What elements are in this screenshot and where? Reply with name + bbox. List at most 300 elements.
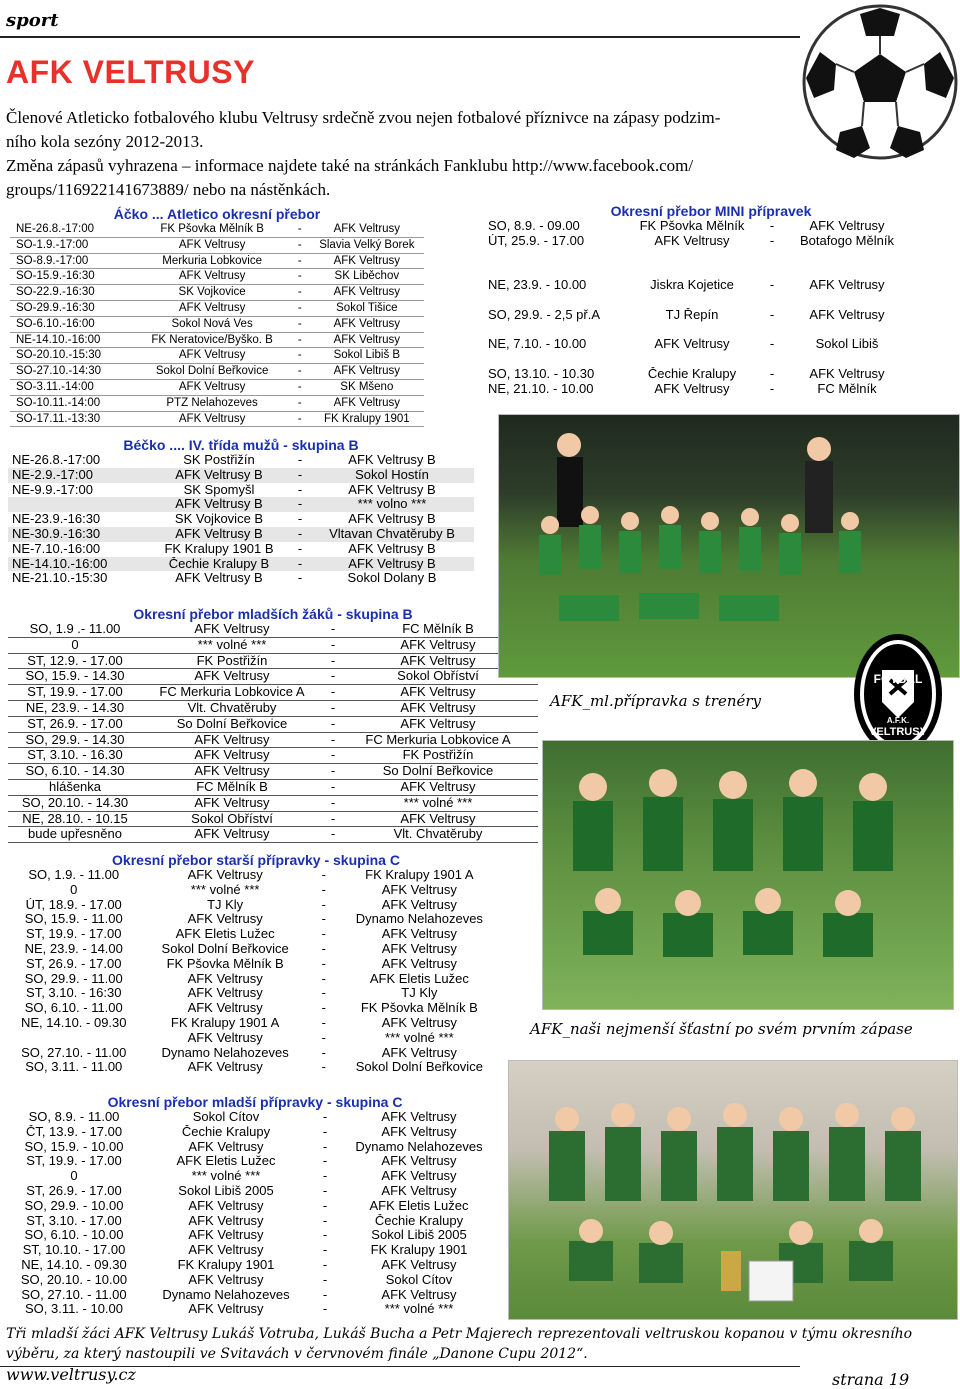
- row-date: SO-1.9.-17:00: [16, 238, 89, 251]
- table-row: [8, 942, 504, 957]
- table-row: [8, 542, 474, 557]
- table-row: [8, 1125, 502, 1140]
- row-date: SO-29.9.-16:30: [16, 301, 95, 314]
- row-home-team: TJ Kly: [207, 897, 244, 912]
- table-a-tym: [10, 206, 424, 427]
- row-home-team: FK Kralupy 1901 B: [164, 541, 274, 556]
- table-b-tym: [8, 437, 474, 586]
- row-date: SO, 27.10. - 11.00: [21, 1287, 127, 1302]
- row-away-team: AFK Veltrusy: [381, 941, 457, 956]
- table-row: [10, 254, 424, 270]
- table-row: [8, 1288, 502, 1303]
- row-home-team: [622, 263, 762, 278]
- row-away-team: AFK Veltrusy: [381, 1169, 457, 1184]
- row-date: ST, 12.9. - 17.00: [27, 653, 123, 668]
- row-date: NE-21.10.-15:30: [12, 571, 108, 586]
- row-away-team: AFK Veltrusy: [381, 882, 457, 897]
- table-row: [8, 1046, 504, 1061]
- table-row: [8, 1001, 504, 1016]
- row-separator: -: [769, 307, 775, 322]
- row-date: SO, 15.9. - 10.00: [24, 1139, 124, 1154]
- row-home-team: SK Vojkovice B: [174, 512, 264, 527]
- table-mladsi-pripravka: [8, 1094, 502, 1317]
- row-separator: -: [322, 1287, 328, 1302]
- table-row: [8, 1060, 504, 1075]
- section-label: sport: [6, 10, 59, 31]
- row-separator: -: [330, 732, 336, 747]
- row-home-team: *** volné ***: [197, 637, 267, 652]
- row-away-team: [782, 249, 912, 264]
- row-home-team: AFK Eletis Lužec: [175, 927, 275, 942]
- row-home-team: AFK Veltrusy: [654, 381, 730, 396]
- row-date: SO-20.10.-15:30: [16, 349, 102, 362]
- row-separator: -: [297, 301, 302, 314]
- row-date: ST, 3.10. - 16:30: [26, 986, 122, 1001]
- row-date: ST, 26.9. - 17.00: [26, 956, 122, 971]
- row-home-team: SK Spomyšl: [183, 482, 255, 497]
- row-home-team: AFK Veltrusy: [194, 827, 270, 842]
- row-date: [486, 323, 622, 338]
- row-away-team: FK Pšovka Mělník B: [360, 1001, 478, 1016]
- row-home-team: AFK Veltrusy B: [175, 467, 263, 482]
- table-row: [8, 1199, 502, 1214]
- row-away-team: *** volné ***: [384, 1302, 454, 1317]
- table-row: [8, 483, 474, 498]
- row-home-team: *** volné ***: [191, 1169, 261, 1184]
- row-away-team: AFK Veltrusy: [381, 927, 457, 942]
- row-home-team: FK Kralupy 1901: [177, 1257, 275, 1272]
- row-away-team: Vltavan Chvatěruby B: [329, 526, 455, 541]
- row-home-team: AFK Veltrusy: [187, 912, 263, 927]
- table-row: [8, 453, 474, 468]
- row-home-team: Sokol Obříství: [191, 811, 273, 826]
- row-separator: -: [769, 278, 775, 293]
- row-home-team: AFK Veltrusy: [187, 971, 263, 986]
- row-away-team: AFK Veltrusy B: [348, 482, 436, 497]
- row-home-team: *** volné ***: [190, 882, 260, 897]
- row-separator: -: [297, 317, 302, 330]
- row-home-team: AFK Veltrusy: [188, 1198, 264, 1213]
- table-row: [8, 748, 538, 764]
- row-date: [486, 263, 622, 278]
- intro-text: [6, 106, 836, 202]
- row-home-team: AFK Veltrusy: [178, 301, 246, 314]
- row-separator: -: [297, 512, 303, 527]
- table-row: [486, 352, 936, 367]
- row-home-team: AFK Veltrusy: [188, 1302, 264, 1317]
- row-away-team: FK Kralupy 1901: [323, 412, 410, 425]
- row-home-team: AFK Veltrusy B: [175, 526, 263, 541]
- photo-caption-2: AFK_naši nejmenší šťastní po svém prvním zápase: [530, 1020, 913, 1038]
- row-separator: -: [330, 669, 336, 684]
- row-separator: -: [297, 453, 303, 467]
- table-row: [8, 468, 474, 483]
- table-row: [8, 1016, 504, 1031]
- row-date: SO, 8.9. - 09.00: [488, 219, 580, 233]
- row-home-team: AFK Veltrusy: [187, 1030, 263, 1045]
- table-row: [8, 812, 538, 828]
- row-separator: -: [330, 622, 336, 636]
- row-separator: -: [297, 396, 302, 409]
- row-away-team: [782, 352, 912, 367]
- row-home-team: AFK Veltrusy: [188, 1228, 264, 1243]
- row-date: NE-26.8.-17:00: [12, 453, 101, 467]
- row-separator: -: [322, 1139, 328, 1154]
- row-away-team: Dynamo Nelahozeves: [355, 912, 483, 927]
- row-separator: -: [297, 254, 302, 267]
- footer-text: Tři mladší žáci AFK Veltrusy Lukáš Votruba, Lukáš Bucha a Petr Majerech reprezentovali veltruskou kopanou v týmu okresního výběru, za který nastoupili ve Svitavách v červnovém finále „Danone Cupu 2012“.: [6, 1326, 913, 1362]
- row-date: SO, 27.10. - 11.00: [21, 1045, 127, 1060]
- row-away-team: AFK Veltrusy: [381, 1110, 457, 1124]
- table-row: [10, 285, 424, 301]
- row-separator: -: [321, 897, 326, 912]
- table-row: [8, 571, 474, 586]
- row-away-team: FC Merkuria Lobkovice A: [365, 732, 511, 747]
- row-separator: -: [297, 270, 302, 283]
- row-date: ST, 19.9. - 17.00: [26, 927, 122, 942]
- row-date: 0: [70, 1169, 78, 1184]
- row-home-team: AFK Veltrusy: [187, 986, 263, 1001]
- row-away-team: [782, 293, 912, 308]
- row-away-team: AFK Veltrusy: [333, 317, 401, 330]
- row-separator: -: [330, 779, 336, 794]
- row-home-team: Dynamo Nelahozeves: [161, 1045, 289, 1060]
- row-away-team: Sokol Dolní Beřkovice: [355, 1060, 483, 1075]
- table-row: [8, 827, 538, 843]
- row-home-team: SK Vojkovice: [178, 286, 246, 299]
- row-away-team: FC Mělník: [817, 381, 877, 396]
- row-date: [486, 352, 622, 367]
- table-st-rows: [8, 868, 504, 1075]
- row-home-team: Sokol Dolní Beřkovice: [155, 365, 269, 378]
- row-away-team: Sokol Dolany B: [347, 571, 437, 586]
- row-date: SO, 3.11. - 10.00: [24, 1302, 124, 1317]
- row-separator: -: [297, 349, 302, 362]
- row-separator: -: [769, 366, 775, 381]
- row-date: [486, 293, 622, 308]
- row-home-team: Sokol Nová Ves: [171, 317, 253, 330]
- table-row: [8, 898, 504, 913]
- row-date: NE-14.10.-16:00: [16, 333, 101, 346]
- table-row: [8, 957, 504, 972]
- row-away-team: AFK Veltrusy: [400, 637, 476, 652]
- table-row: [8, 701, 538, 717]
- row-home-team: AFK Veltrusy: [188, 1213, 264, 1228]
- row-away-team: AFK Veltrusy: [381, 956, 457, 971]
- row-date: NE-7.10.-16:00: [12, 541, 101, 556]
- row-separator: -: [769, 219, 775, 233]
- row-home-team: AFK Veltrusy: [194, 795, 270, 810]
- row-separator: -: [297, 365, 302, 378]
- logo-bottom-text: VELTRUSY: [869, 726, 927, 738]
- row-away-team: Sokol Libiš B: [333, 349, 401, 362]
- table-row: [10, 412, 424, 428]
- row-away-team: AFK Veltrusy B: [348, 512, 436, 527]
- table-a-rows: [10, 222, 424, 427]
- row-home-team: [622, 293, 762, 308]
- table-row: [8, 1273, 502, 1288]
- table-row: [486, 382, 936, 397]
- row-away-team: Botafogo Mělník: [800, 233, 894, 248]
- row-away-team: AFK Veltrusy: [381, 1287, 457, 1302]
- row-home-team: AFK Veltrusy: [654, 233, 730, 248]
- row-separator: -: [322, 1302, 328, 1317]
- row-separator: -: [297, 526, 303, 541]
- row-home-team: FK Pšovka Mělník: [639, 219, 745, 233]
- row-away-team: Sokol Libiš 2005: [371, 1228, 467, 1243]
- row-date: SO, 6.10. - 11.00: [24, 1001, 123, 1016]
- row-separator: -: [330, 653, 336, 668]
- row-separator: -: [297, 556, 303, 571]
- row-separator: -: [322, 1257, 328, 1272]
- table-row: [8, 622, 538, 638]
- row-home-team: FK Postřižín: [196, 653, 268, 668]
- row-separator: -: [769, 337, 775, 352]
- row-away-team: AFK Veltrusy: [381, 1124, 457, 1139]
- row-separator: -: [321, 927, 326, 942]
- row-away-team: AFK Eletis Lužec: [369, 971, 469, 986]
- row-home-team: Merkuria Lobkovice: [162, 254, 262, 267]
- row-away-team: SK Liběchov: [334, 270, 400, 283]
- row-away-team: AFK Veltrusy: [809, 219, 885, 233]
- row-date: SO-8.9.-17:00: [16, 254, 89, 267]
- row-away-team: FK Kralupy 1901 A: [365, 868, 474, 882]
- row-away-team: AFK Veltrusy: [400, 716, 476, 731]
- photo-caption-1: AFK_ml.přípravka s trenéry: [550, 692, 762, 710]
- row-date: SO, 29.9. - 2,5 př.A: [488, 307, 600, 322]
- table-ml-title: Okresní přebor mladších žáků - skupina B: [133, 606, 413, 622]
- row-home-team: FC Merkuria Lobkovice A: [159, 685, 305, 700]
- row-home-team: Čechie Kralupy: [647, 366, 737, 381]
- row-date: NE-23.9.-16:30: [12, 512, 101, 527]
- table-row: [486, 263, 936, 278]
- row-away-team: AFK Veltrusy: [381, 1183, 457, 1198]
- row-date: SO-22.9.-16:30: [16, 286, 95, 299]
- table-row: [8, 557, 474, 572]
- row-date: 0: [71, 637, 79, 652]
- row-away-team: FK Postřižín: [402, 748, 474, 763]
- row-away-team: TJ Kly: [401, 986, 438, 1001]
- table-row: [8, 1258, 502, 1273]
- row-separator: [762, 323, 782, 338]
- row-away-team: AFK Veltrusy: [809, 307, 885, 322]
- row-separator: -: [322, 1124, 328, 1139]
- row-date: SO-3.11.-14:00: [16, 380, 94, 393]
- row-separator: -: [297, 238, 302, 251]
- table-row: [8, 1169, 502, 1184]
- row-date: SO, 8.9. - 11.00: [28, 1110, 120, 1124]
- table-row: [8, 986, 504, 1001]
- table-row: [8, 780, 538, 796]
- row-separator: -: [321, 971, 326, 986]
- row-home-team: [622, 323, 762, 338]
- row-date: ST, 10.10. - 17.00: [22, 1243, 126, 1258]
- row-home-team: AFK Veltrusy: [178, 412, 246, 425]
- row-away-team: AFK Veltrusy B: [348, 453, 436, 467]
- row-date: SO, 6.10. - 10.00: [24, 1228, 124, 1243]
- row-away-team: AFK Veltrusy: [333, 254, 401, 267]
- row-date: NE, 7.10. - 10.00: [488, 337, 587, 352]
- table-row: [486, 337, 936, 352]
- row-separator: -: [330, 811, 336, 826]
- row-away-team: AFK Veltrusy: [333, 396, 401, 409]
- table-row: [10, 396, 424, 412]
- row-separator: -: [330, 764, 336, 779]
- row-away-team: Čechie Kralupy: [374, 1213, 464, 1228]
- row-home-team: FK Neratovice/Byško. B: [151, 333, 273, 346]
- row-date: NE, 23.9. - 14.30: [25, 700, 125, 715]
- table-row: [8, 1031, 504, 1046]
- row-home-team: AFK Eletis Lužec: [176, 1154, 276, 1169]
- row-separator: -: [322, 1110, 328, 1124]
- table-row: [8, 527, 474, 542]
- row-date: SO, 20.10. - 10.00: [20, 1272, 128, 1287]
- table-row: [8, 1302, 502, 1317]
- row-date: SO-27.10.-14:30: [16, 365, 102, 378]
- row-home-team: FC Mělník B: [196, 779, 268, 794]
- table-row: [8, 669, 538, 685]
- page-number: strana 19: [832, 1370, 910, 1389]
- row-away-team: *** volno ***: [357, 497, 427, 512]
- row-date: NE, 23.9. - 14.00: [24, 941, 123, 956]
- row-separator: -: [321, 1015, 326, 1030]
- row-separator: -: [769, 381, 775, 396]
- row-separator: -: [769, 233, 775, 248]
- row-home-team: Sokol Libiš 2005: [178, 1183, 274, 1198]
- row-date: ST, 26.9. - 17.00: [27, 716, 123, 731]
- row-date: NE-14.10.-16:00: [12, 556, 108, 571]
- row-home-team: Jiskra Kojetice: [650, 278, 734, 293]
- row-away-team: AFK Veltrusy: [809, 366, 885, 381]
- row-away-team: AFK Veltrusy: [333, 365, 401, 378]
- row-date: NE-2.9.-17:00: [12, 467, 93, 482]
- table-row: [8, 1243, 502, 1258]
- row-separator: -: [297, 223, 302, 235]
- table-row: [486, 219, 936, 234]
- row-away-team: Sokol Cítov: [385, 1272, 453, 1287]
- table-starsi-pripravka: [8, 852, 504, 1075]
- table-a-title: Áčko ... Atletico okresní přebor: [113, 206, 321, 222]
- row-away-team: AFK Veltrusy B: [348, 541, 436, 556]
- table-row: [8, 912, 504, 927]
- row-home-team: Čechie Kralupy: [181, 1124, 271, 1139]
- row-home-team: FK Kralupy 1901 A: [170, 1015, 280, 1030]
- row-separator: [762, 249, 782, 264]
- row-date: [486, 249, 622, 264]
- row-away-team: Sokol Libiš: [815, 337, 879, 352]
- table-row: [10, 238, 424, 254]
- row-home-team: AFK Veltrusy: [194, 669, 270, 684]
- row-date: bude upřesněno: [28, 827, 122, 842]
- row-date: SO, 15.9. - 11.00: [24, 912, 123, 927]
- row-date: ST, 26.9. - 17.00: [26, 1183, 122, 1198]
- row-date: ST, 3.10. - 16.30: [27, 748, 123, 763]
- row-home-team: AFK Veltrusy: [654, 337, 730, 352]
- row-home-team: AFK Veltrusy: [178, 238, 246, 251]
- footer-url[interactable]: www.veltrusy.cz: [6, 1365, 136, 1384]
- row-date: hlášenka: [48, 779, 102, 794]
- row-date: SO, 13.10. - 10.30: [488, 366, 595, 381]
- row-home-team: AFK Veltrusy: [194, 622, 270, 636]
- table-row: [10, 301, 424, 317]
- row-home-team: AFK Veltrusy: [188, 1243, 264, 1258]
- row-date: ČT, 13.9. - 17.00: [25, 1124, 123, 1139]
- row-away-team: Dynamo Nelahozeves: [355, 1139, 483, 1154]
- row-date: SO-15.9.-16:30: [16, 270, 95, 283]
- table-row: [10, 380, 424, 396]
- team-photo-kids: [542, 740, 954, 1010]
- row-away-team: AFK Veltrusy: [381, 1015, 457, 1030]
- row-home-team: [622, 249, 762, 264]
- row-date: NE-30.9.-16:30: [12, 526, 101, 541]
- row-separator: -: [297, 497, 303, 512]
- table-row: [10, 269, 424, 285]
- row-separator: -: [322, 1183, 328, 1198]
- row-date: SO, 3.11. - 11.00: [25, 1060, 123, 1075]
- table-row: [8, 883, 504, 898]
- row-away-team: Sokol Tišice: [336, 301, 398, 314]
- row-home-team: AFK Veltrusy: [178, 349, 246, 362]
- row-away-team: AFK Veltrusy: [381, 1154, 457, 1169]
- row-separator: -: [330, 700, 336, 715]
- row-home-team: FK Pšovka Mělník B: [166, 956, 284, 971]
- row-separator: -: [322, 1169, 328, 1184]
- table-row: [8, 972, 504, 987]
- row-home-team: SK Postřižín: [183, 453, 255, 467]
- team-photo-danone-cup: [508, 1060, 958, 1320]
- row-date: SO, 29.9. - 11.00: [24, 971, 123, 986]
- row-date: SO-10.11.-14:00: [16, 396, 101, 409]
- table-mini-pripravek: [486, 203, 936, 397]
- row-away-team: So Dolní Beřkovice: [382, 764, 494, 779]
- row-separator: -: [297, 571, 303, 586]
- row-home-team: TJ Řepín: [665, 307, 719, 322]
- row-separator: -: [321, 912, 326, 927]
- table-row: [8, 717, 538, 733]
- row-separator: -: [330, 716, 336, 731]
- row-home-team: AFK Veltrusy: [187, 1060, 263, 1075]
- row-date: SO, 29.9. - 14.30: [25, 732, 125, 747]
- row-date: ST, 19.9. - 17.00: [27, 685, 123, 700]
- row-separator: -: [321, 868, 326, 882]
- table-row: [8, 868, 504, 883]
- row-date: NE, 14.10. - 09.30: [21, 1257, 127, 1272]
- row-date: ST, 3.10. - 17.00: [26, 1213, 122, 1228]
- row-separator: -: [321, 941, 326, 956]
- row-separator: -: [297, 467, 303, 482]
- table-b-rows: [8, 453, 474, 586]
- row-away-team: AFK Veltrusy: [333, 333, 401, 346]
- table-row: [8, 654, 538, 670]
- table-row: [8, 1154, 502, 1169]
- table-row: [8, 1184, 502, 1199]
- row-separator: -: [321, 956, 326, 971]
- row-separator: -: [322, 1272, 328, 1287]
- table-row: [8, 1228, 502, 1243]
- table-row: [486, 278, 936, 293]
- row-home-team: AFK Veltrusy: [187, 868, 263, 882]
- row-away-team: FC Mělník B: [402, 622, 474, 636]
- row-date: NE, 14.10. - 09.30: [20, 1015, 127, 1030]
- table-row: [8, 497, 474, 512]
- table-row: [486, 249, 936, 264]
- row-date: 0: [70, 882, 78, 897]
- table-row: [8, 1140, 502, 1155]
- row-separator: -: [297, 482, 303, 497]
- row-away-team: AFK Veltrusy: [400, 779, 476, 794]
- row-date: NE, 21.10. - 10.00: [488, 381, 594, 396]
- table-ml-rows: [8, 622, 538, 843]
